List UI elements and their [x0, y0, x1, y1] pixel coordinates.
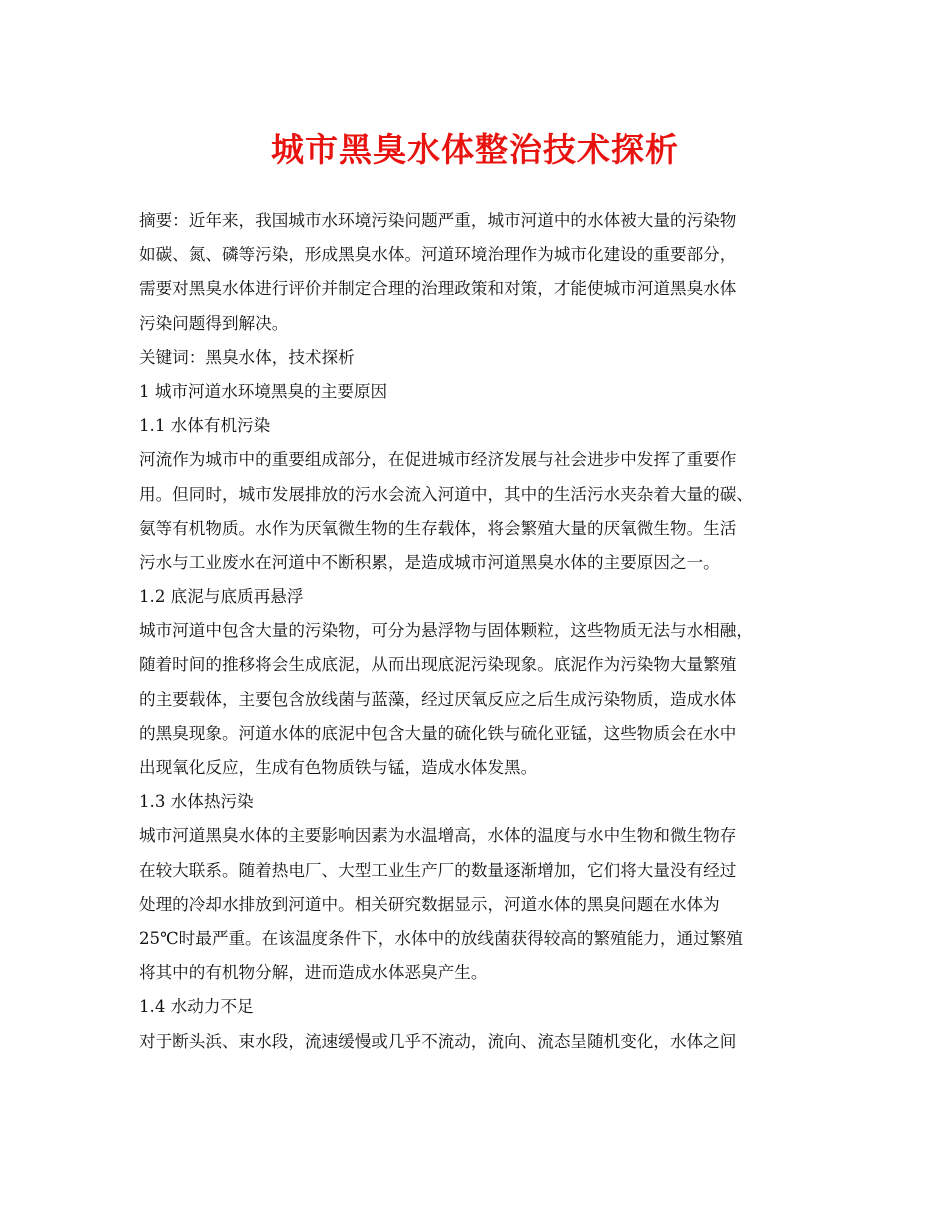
text-line: 城市河道中包含大量的污染物，可分为悬浮物与固体颗粒，这些物质无法与水相融，	[139, 621, 753, 641]
text-line: 对于断头浜、束水段，流速缓慢或几乎不流动，流向、流态呈随机变化，水体之间	[139, 1031, 737, 1051]
text-line: 摘要：近年来，我国城市水环境污染问题严重，城市河道中的水体被大量的污染物	[139, 211, 737, 230]
text-line: 污染问题得到解决。	[139, 313, 289, 333]
text-line: 的主要载体，主要包含放线菌与蓝藻，经过厌氧反应之后生成污染物质，造成水体	[139, 689, 737, 709]
text-line: 处理的冷却水排放到河道中。相关研究数据显示，河道水体的黑臭问题在水体为	[139, 894, 720, 914]
subsection-heading: 1.3 水体热污染	[139, 792, 254, 812]
keywords-line: 关键词：黑臭水体，技术探析	[139, 347, 355, 367]
text-line: 在较大联系。随着热电厂、大型工业生产厂的数量逐渐增加，它们将大量没有经过	[139, 860, 737, 880]
text-line: 如碳、氮、磷等污染，形成黑臭水体。河道环境治理作为城市化建设的重要部分，	[139, 245, 737, 265]
text-line: 25℃时最严重。在该温度条件下，水体中的放线菌获得较高的繁殖能力，通过繁殖	[139, 928, 743, 948]
subsection-heading: 1.4 水动力不足	[139, 997, 254, 1017]
subsection-heading: 1.2 底泥与底质再悬浮	[139, 587, 304, 607]
document-title: 城市黑臭水体整治技术探析	[271, 130, 679, 169]
text-line: 随着时间的推移将会生成底泥，从而出现底泥污染现象。底泥作为污染物大量繁殖	[139, 655, 737, 675]
text-line: 出现氧化反应，生成有色物质铁与锰，造成水体发黑。	[139, 758, 538, 777]
text-line: 将其中的有机物分解，进而造成水体恶臭产生。	[139, 963, 488, 983]
text-line: 氨等有机物质。水作为厌氧微生物的生存载体，将会繁殖大量的厌氧微生物。生活	[139, 518, 737, 538]
text-line: 的黑臭现象。河道水体的底泥中包含大量的硫化铁与硫化亚锰，这些物质会在水中	[139, 723, 737, 743]
subsection-heading: 1.1 水体有机污染	[139, 416, 271, 436]
document-body	[139, 204, 819, 1059]
text-line: 需要对黑臭水体进行评价并制定合理的治理政策和对策，才能使城市河道黑臭水体	[139, 279, 737, 299]
section-heading: 1 城市河道水环境黑臭的主要原因	[139, 381, 388, 401]
text-line: 污水与工业废水在河道中不断积累，是造成城市河道黑臭水体的主要原因之一。	[139, 552, 720, 572]
text-line: 用。但同时，城市发展排放的污水会流入河道中，其中的生活污水夹杂着大量的碳、	[139, 484, 753, 504]
text-line: 城市河道黑臭水体的主要影响因素为水温增高，水体的温度与水中生物和微生物存	[139, 826, 737, 846]
text-line: 河流作为城市中的重要组成部分，在促进城市经济发展与社会进步中发挥了重要作	[139, 450, 737, 470]
